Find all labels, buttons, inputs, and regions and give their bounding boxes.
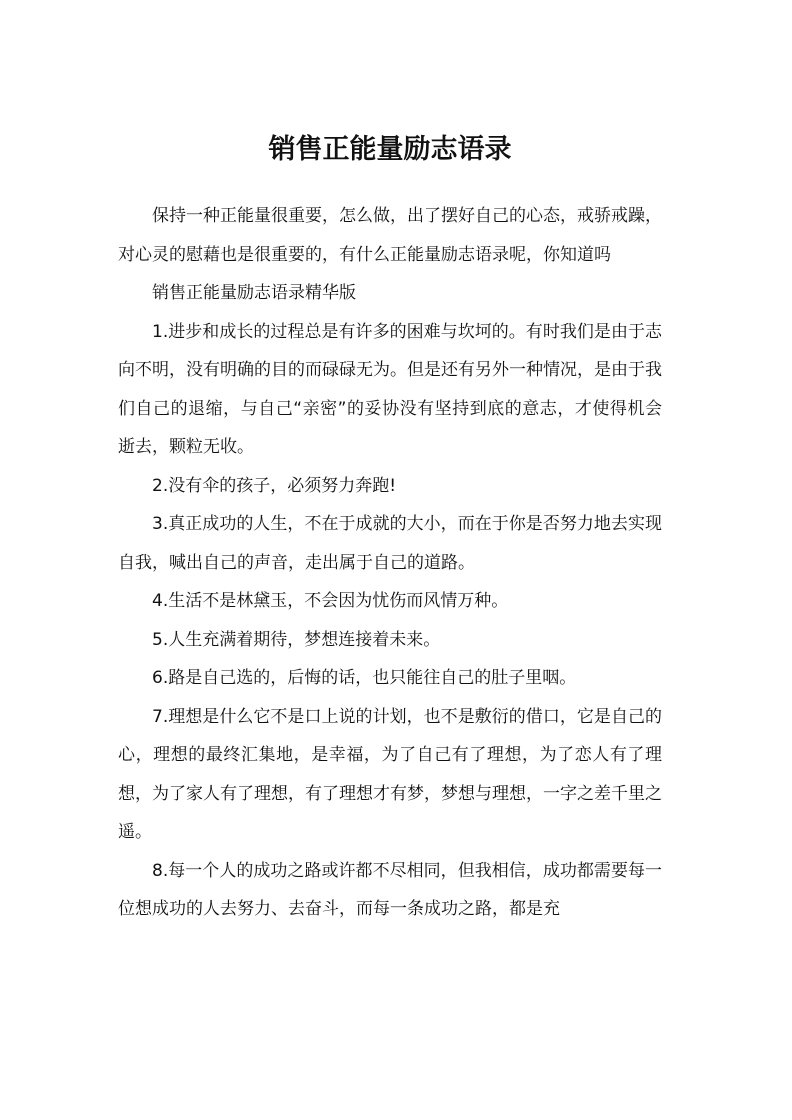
- paragraph-intro: 保持一种正能量很重要，怎么做，出了摆好自己的心态，戒骄戒躁，对心灵的慰藉也是很重要的，有什么正能量励志语录呢，你知道吗: [118, 206, 662, 265]
- paragraph-subheading: 销售正能量励志语录精华版: [152, 283, 356, 303]
- paragraph-quote-1: 1.进步和成长的过程总是有许多的困难与坎坷的。有时我们是由于志向不明，没有明确的目的而碌碌无为。但是还有另外一种情况，是由于我们自己的退缩，与自己“亲密”的妥协没有坚持到底的意志，才使得机会逝去，颗粒无收。: [118, 321, 662, 457]
- paragraph-quote-2: 2.没有伞的孩子，必须努力奔跑!: [152, 475, 397, 496]
- paragraph-quote-8: 8.每一个人的成功之路或许都不尽相同，但我相信，成功都需要每一位想成功的人去努力、去奋斗，而每一条成功之路，都是充: [118, 860, 662, 919]
- paragraph-quote-6: 6.路是自己选的，后悔的话，也只能往自己的肚子里咽。: [152, 668, 577, 688]
- paragraph-quote-7: 7.理想是什么它不是口上说的计划，也不是敷衍的借口，它是自己的心，理想的最终汇集地，是幸福，为了自己有了理想，为了恋人有了理想，为了家人有了理想，有了理想才有梦，梦想与理想，一字之差千里之遥。: [118, 706, 662, 842]
- paragraph-quote-4: 4.生活不是林黛玉，不会因为忧伤而风情万种。: [152, 591, 509, 611]
- document-title: 销售正能量励志语录: [268, 134, 512, 165]
- paragraph-quote-3: 3.真正成功的人生，不在于成就的大小，而在于你是否努力地去实现自我，喊出自己的声音，走出属于自己的道路。: [118, 514, 662, 573]
- paragraph-quote-5: 5.人生充满着期待，梦想连接着未来。: [152, 629, 441, 650]
